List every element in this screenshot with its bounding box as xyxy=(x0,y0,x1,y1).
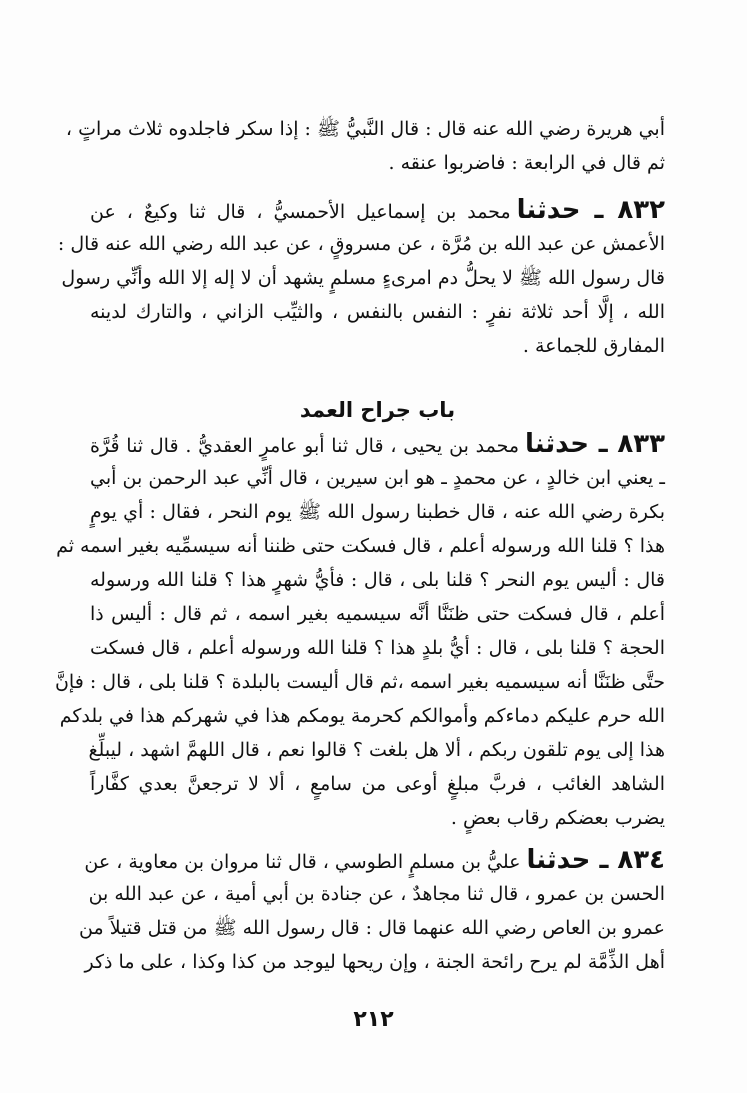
chapter-title: باب جراح العمد xyxy=(299,398,456,422)
hadith-833 xyxy=(54,427,666,835)
text-line: هذا ؟ قلنا الله ورسوله أعلم ، قال فسكت حتى ظننا أنه سيسمِّيه بغير اسمه ثم xyxy=(56,535,665,557)
text-line: أهل الذِّمَّة لم يرح رائحة الجنة ، وإن ريحها ليوجد من كذا وكذا ، على ما ذكر xyxy=(84,951,665,973)
paragraph-continuation xyxy=(65,112,665,180)
text-line: يضرب بعضكم رقاب بعضٍ . xyxy=(450,807,665,829)
hadith-first-line xyxy=(90,193,665,227)
text-line: قال رسول الله ﷺ لا يحلُّ دم امرىءٍ مسلمٍ يشهد أن لا إله إلا الله وأنِّي رسول xyxy=(61,267,665,289)
text-line: ثم قال في الرابعة : فاضربوا عنقه . xyxy=(388,152,665,174)
page-number: ٢١٢ xyxy=(353,1007,394,1032)
text-line: بكرة رضي الله عنه ، قال خطبنا رسول الله ﷺ يوم النحر ، فقال : أي يومٍ xyxy=(90,501,665,523)
hadith-number: ٨٣٢ ـ حدثنا xyxy=(516,195,665,225)
text-line: قال : أليس يوم النحر ؟ قلنا بلى ، قال : فأيُّ شهرٍ هذا ؟ قلنا الله ورسوله xyxy=(90,569,665,591)
text-segment: محمد بن إسماعيل الأحمسيُّ ، قال ثنا وكيعٌ ، عن xyxy=(90,201,511,223)
text-line: أعلم ، قال فسكت حتى ظنَنَّا أنَّه سيسميه بغير اسمه ، ثم قال : أليس ذا xyxy=(90,603,665,625)
hadith-first-line xyxy=(84,843,665,877)
text-segment: محمد بن يحيى ، قال ثنا أبو عامرٍ العقديُّ . قال ثنا قُرَّة xyxy=(90,435,520,457)
text-line: الأعمش عن عبد الله بن مُرَّة ، عن مسروقٍ ، عن عبد الله رضي الله عنه قال : xyxy=(57,233,665,255)
hadith-number: ٨٣٣ ـ حدثنا xyxy=(525,429,666,459)
hadith-first-line xyxy=(90,427,665,461)
text-segment: عليُّ بن مسلمٍ الطوسي ، قال ثنا مروان بن معاوية ، عن xyxy=(84,851,521,873)
hadith-832 xyxy=(57,193,665,363)
text-line: الحجة ؟ قلنا بلى ، قال : أيُّ بلدٍ هذا ؟ قلنا الله ورسوله أعلم ، قال فسكت xyxy=(90,637,665,659)
text-line: هذا إلى يوم تلقون ربكم ، ألا هل بلغت ؟ قالوا نعم ، قال اللهمَّ اشهد ، ليبلِّغ xyxy=(88,739,665,761)
text-line: الله حرم عليكم دماءكم وأموالكم كحرمة يومكم هذا في شهركم هذا في بلدكم xyxy=(59,705,665,727)
text-line: ـ يعني ابن خالدٍ ، عن محمدٍ ـ هو ابن سيرين ، قال أنِّي عبد الرحمن بن أبي xyxy=(90,467,665,489)
text-line: عمرو بن العاص رضي الله عنهما قال : قال رسول الله ﷺ من قتل قتيلاً من xyxy=(79,917,665,939)
text-line: الشاهد الغائب ، فربَّ مبلغٍ أوعى من سامعٍ ، ألا لا ترجعنَّ بعدي كفَّاراً xyxy=(90,773,665,795)
text-line: أبي هريرة رضي الله عنه قال : قال النَّبيُّ ﷺ : إذا سكر فاجلدوه ثلاث مراتٍ ، xyxy=(65,118,665,140)
text-line: الحسن بن عمرو ، قال ثنا مجاهدٌ ، عن جنادة بن أبي أمية ، عن عبد الله بن xyxy=(88,883,665,905)
hadith-number: ٨٣٤ ـ حدثنا xyxy=(526,845,665,875)
text-line: الله ، إلَّا أحد ثلاثة نفرٍ : النفس بالنفس ، والثيِّب الزاني ، والتارك لدينه xyxy=(90,301,665,323)
text-line: حتَّى ظنَنَّا أنه سيسميه بغير اسمه ،ثم قال أليست بالبلدة ؟ قلنا بلى ، قال : فإنَّ xyxy=(54,671,665,693)
hadith-834 xyxy=(79,843,665,1013)
text-line: المفارق للجماعة . xyxy=(522,335,665,357)
